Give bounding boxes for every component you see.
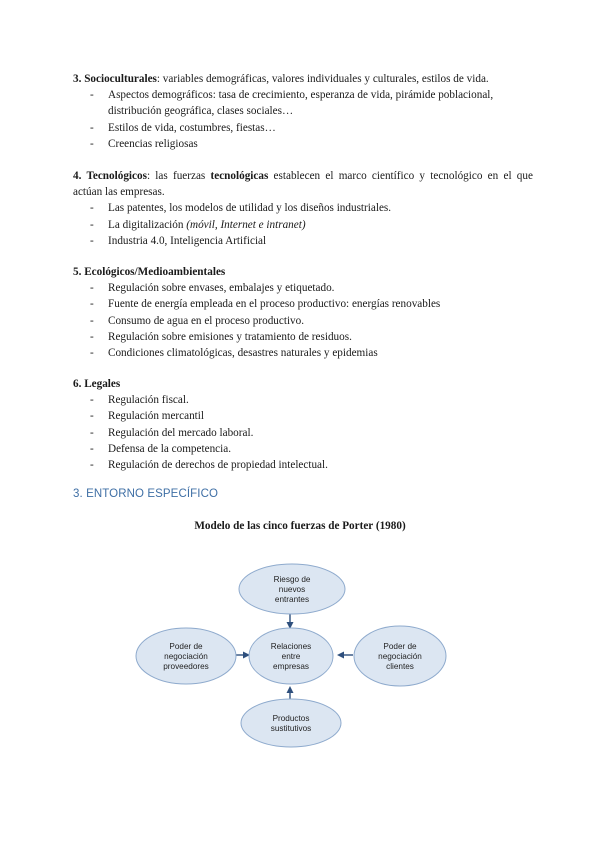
section-intro: : variables demográficas, valores individuales y culturales, estilos de vida. bbox=[156, 73, 489, 85]
node-label: entrantes bbox=[274, 595, 310, 604]
node-label: nuevos bbox=[278, 585, 306, 594]
node-label: negociación bbox=[378, 652, 422, 661]
node-label: proveedores bbox=[163, 662, 209, 671]
node-nuevos-entrantes bbox=[239, 564, 345, 614]
node-ellipse bbox=[241, 699, 341, 747]
list-item: - Condiciones climatológicas, desastres naturales y epidemias bbox=[73, 345, 533, 361]
node-label: Riesgo de bbox=[273, 575, 311, 584]
figure-title: Modelo de las cinco fuerzas de Porter (1980) bbox=[194, 520, 406, 532]
list-item: - Defensa de la competencia. bbox=[73, 441, 533, 457]
section-intro-rest: establecen el marco científico y tecnológico en el que actúan las empresas. bbox=[73, 170, 533, 199]
list-item: - Aspectos demográficos: tasa de crecimiento, esperanza de vida, pirámide poblacional, distribución geográfica, clases sociales… bbox=[73, 87, 533, 119]
list-item: - Regulación sobre envases, embalajes y etiquetado. bbox=[73, 280, 533, 296]
list-item: - Regulación del mercado laboral. bbox=[73, 425, 533, 441]
list-item: - Regulación de derechos de propiedad intelectual. bbox=[73, 457, 533, 473]
section-title: Legales bbox=[84, 378, 121, 390]
section-intro: : las fuerzas bbox=[146, 170, 211, 182]
section-intro-bold: tecnológicas bbox=[210, 170, 269, 182]
list-item: - Industria 4.0, Inteligencia Artificial bbox=[73, 233, 533, 249]
node-label: entre bbox=[281, 652, 301, 661]
list-item-text: La digitalización bbox=[108, 218, 187, 231]
node-label: empresas bbox=[273, 662, 309, 671]
section-title: Tecnológicos bbox=[86, 170, 147, 182]
node-label: Relaciones bbox=[270, 642, 312, 651]
node-label: Productos bbox=[272, 714, 310, 723]
node-productos-sustitutivos bbox=[241, 699, 341, 747]
section-number: 4. bbox=[73, 170, 82, 182]
node-label: Poder de bbox=[169, 642, 203, 651]
list-item: - Creencias religiosas bbox=[73, 136, 533, 152]
list-item: - Regulación mercantil bbox=[73, 408, 533, 424]
node-label: negociación bbox=[164, 652, 208, 661]
list-item: - Regulación sobre emisiones y tratamiento de residuos. bbox=[73, 329, 533, 345]
section-title: Socioculturales bbox=[84, 73, 157, 85]
node-label: clientes bbox=[386, 662, 414, 671]
node-poder-clientes bbox=[354, 626, 446, 686]
section-number: 5. bbox=[73, 266, 82, 278]
list-item: - Regulación fiscal. bbox=[73, 392, 533, 408]
list-item-italic: (móvil, Internet e intranet) bbox=[186, 218, 306, 231]
section-number: 6. bbox=[73, 378, 82, 390]
node-relaciones-empresas bbox=[249, 628, 333, 684]
section-title: Ecológicos/Medioambientales bbox=[84, 266, 226, 278]
node-poder-proveedores bbox=[136, 628, 236, 684]
list-item: - Fuente de energía empleada en el proceso productivo: energías renovables bbox=[73, 296, 533, 312]
list-item: - Las patentes, los modelos de utilidad y los diseños industriales. bbox=[73, 200, 533, 216]
section-number: 3. bbox=[73, 73, 82, 85]
node-label: Poder de bbox=[383, 642, 417, 651]
list-item: - Estilos de vida, costumbres, fiestas… bbox=[73, 120, 533, 136]
list-item: - Consumo de agua en el proceso productivo. bbox=[73, 313, 533, 329]
subheading-entorno-especifico: 3. ENTORNO ESPECÍFICO bbox=[73, 488, 219, 500]
node-label: sustitutivos bbox=[270, 724, 312, 733]
